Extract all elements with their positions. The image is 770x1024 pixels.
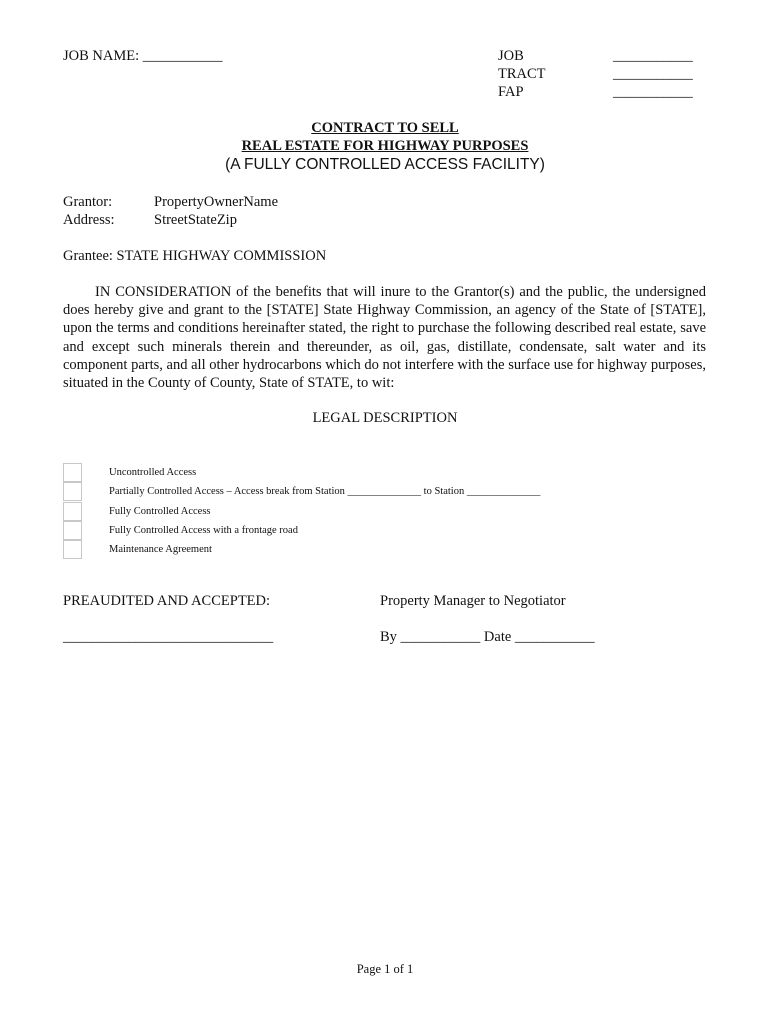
title-contract: CONTRACT TO SELL [311,120,459,136]
tract-value[interactable]: ___________ [613,66,693,82]
grantor-value[interactable]: PropertyOwnerName [154,194,279,210]
address-label: Address: [63,212,115,228]
grantee-line: Grantee: STATE HIGHWAY COMMISSION [63,248,327,264]
job-name-value[interactable]: ___________ [142,48,223,64]
fap-label: FAP [498,84,524,100]
checkbox-uncontrolled[interactable] [63,463,82,482]
job-name-label: JOB NAME: [63,48,140,64]
checkbox-label: Uncontrolled Access [109,467,197,478]
signature-line[interactable]: _____________________________ [63,629,274,645]
grantor-label: Grantor: [63,194,113,210]
fap-value[interactable]: ___________ [613,84,693,100]
checkbox-label: Fully Controlled Access [109,506,211,517]
consideration-paragraph: IN CONSIDERATION of the benefits that will inure to the Grantor(s) and the public, the undersigned does hereby give and grant to the [STATE] State Highway Commission, an agency of the State of [STATE], upon the terms and conditions hereinafter stated, the right to purchase the following described real estate, save and except such minerals therein and thereunder, as oil, gas, distillate, condensate, salt water and its component parts, and all other hydrocarbons which do not interfere with the surface use for highway purposes, situated in the County of County, State of STATE, to wit: [63,284,706,392]
title-facility: (A FULLY CONTROLLED ACCESS FACILITY) [225,156,545,173]
checkbox-label: Partially Controlled Access – Access break from Station ______________ to Station ______________ [109,486,541,497]
preaudited-label: PREAUDITED AND ACCEPTED: [63,593,271,609]
checkbox-label: Fully Controlled Access with a frontage road [109,525,298,536]
job-name-field [63,48,223,65]
checkbox-fully-controlled[interactable] [63,502,82,521]
property-manager-label: Property Manager to Negotiator [380,593,566,609]
checkbox-frontage-road[interactable] [63,521,82,540]
address-value[interactable]: StreetStateZip [154,212,237,228]
by-date-line[interactable]: By ___________ Date ___________ [380,629,595,645]
job-label: JOB [498,48,524,64]
tract-label: TRACT [498,66,546,82]
checkbox-partially-controlled[interactable] [63,482,82,501]
checkbox-label: Maintenance Agreement [109,544,212,555]
checkbox-maintenance[interactable] [63,540,82,559]
job-value[interactable]: ___________ [613,48,693,64]
legal-description-heading: LEGAL DESCRIPTION [312,410,458,426]
page-number: Page 1 of 1 [356,962,414,976]
title-real-estate: REAL ESTATE FOR HIGHWAY PURPOSES [241,138,529,154]
